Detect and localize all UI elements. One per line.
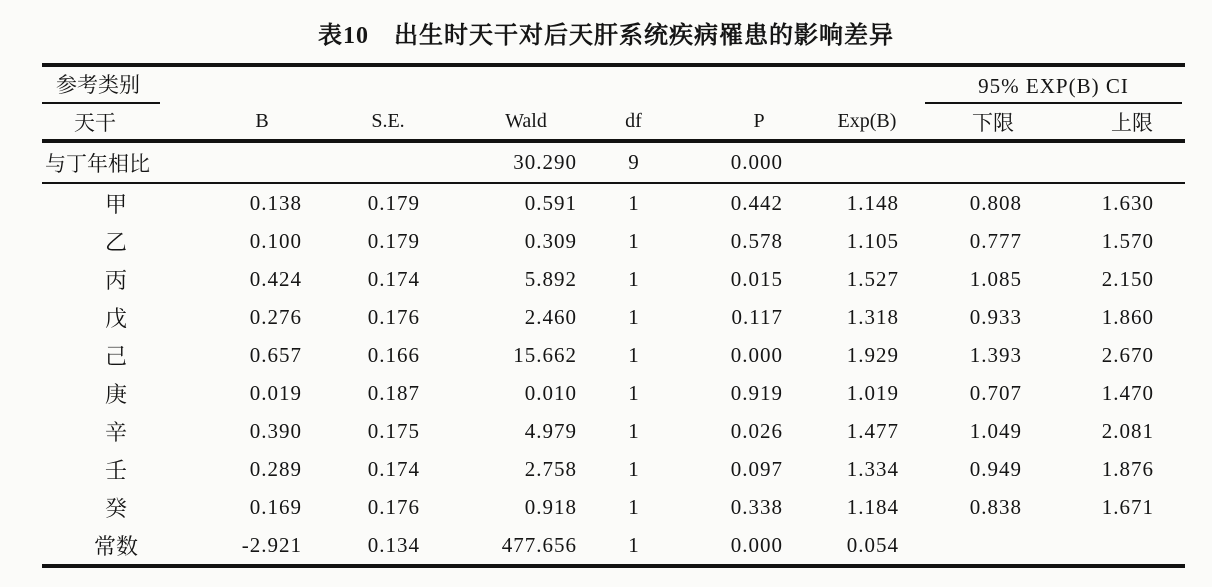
stem-cell: 乙	[104, 229, 127, 255]
stem-column-header: 天干	[74, 110, 116, 135]
p-cell: 0.000	[730, 532, 783, 557]
b-cell: 0.138	[249, 190, 302, 215]
wald-cell: 477.656	[501, 532, 577, 557]
se-cell: 0.179	[367, 190, 420, 215]
b-cell: 0.019	[249, 380, 302, 405]
ci-lower-cell: 0.777	[969, 228, 1022, 253]
ci-upper-cell: 1.470	[1101, 380, 1154, 405]
table-row	[42, 412, 1185, 450]
wald-column-header: Wald	[505, 110, 547, 132]
wald-cell: 2.758	[524, 456, 577, 481]
stem-cell: 丙	[104, 267, 127, 293]
exp-b-cell: 1.105	[846, 228, 899, 253]
header-row-1	[42, 67, 1185, 104]
wald-cell: 30.290	[513, 150, 577, 174]
wald-cell: 0.591	[524, 190, 577, 215]
ci-lower-cell: 0.808	[969, 190, 1022, 215]
b-cell: 0.100	[249, 228, 302, 253]
p-cell: 0.026	[730, 418, 783, 443]
b-cell: 0.424	[249, 266, 302, 291]
comparison-label: 与丁年相比	[45, 151, 150, 176]
se-cell: 0.175	[367, 418, 420, 443]
exp-b-cell: 0.054	[846, 532, 899, 557]
exp-b-cell: 1.527	[846, 266, 899, 291]
ci-upper-cell: 1.630	[1101, 190, 1154, 215]
df-cell: 1	[628, 418, 639, 443]
stem-cell: 甲	[104, 191, 127, 217]
df-cell: 1	[628, 380, 639, 405]
df-cell: 1	[628, 304, 639, 329]
exp-b-cell: 1.929	[846, 342, 899, 367]
stem-cell: 常数	[93, 533, 138, 559]
stem-cell: 癸	[104, 495, 127, 521]
p-cell: 0.442	[730, 190, 783, 215]
header-row-2	[42, 104, 1185, 139]
table-row	[42, 298, 1185, 336]
se-cell: 0.187	[367, 380, 420, 405]
stem-cell: 戊	[104, 305, 127, 331]
ci-lower-cell: 1.085	[969, 266, 1022, 291]
exp-b-cell: 1.184	[846, 494, 899, 519]
df-cell: 1	[628, 190, 639, 215]
ci-header-label: 95% EXP(B) CI	[925, 74, 1182, 104]
b-cell: 0.169	[249, 494, 302, 519]
ci-upper-cell: 2.670	[1101, 342, 1154, 367]
df-cell: 1	[628, 228, 639, 253]
ref-category-cell	[42, 69, 190, 104]
ci-upper-cell: 2.081	[1101, 418, 1154, 443]
se-cell: 0.174	[367, 266, 420, 291]
b-cell: -2.921	[241, 532, 302, 557]
b-cell: 0.276	[249, 304, 302, 329]
se-cell: 0.174	[367, 456, 420, 481]
ci-lower-cell: 1.393	[969, 342, 1022, 367]
b-cell: 0.657	[249, 342, 302, 367]
ci-lower-cell: 0.933	[969, 304, 1022, 329]
table-row	[42, 260, 1185, 298]
ci-upper-column-header: 上限	[1111, 110, 1153, 135]
wald-cell: 5.892	[524, 266, 577, 291]
ci-upper-cell: 1.671	[1101, 494, 1154, 519]
df-cell: 1	[628, 532, 639, 557]
b-column-header: B	[255, 110, 269, 132]
p-cell: 0.919	[730, 380, 783, 405]
p-column-header: P	[753, 110, 765, 132]
ref-category-label: 参考类别	[42, 69, 160, 104]
wald-cell: 15.662	[513, 342, 577, 367]
df-cell: 1	[628, 494, 639, 519]
p-cell: 0.097	[730, 456, 783, 481]
se-cell: 0.176	[367, 494, 420, 519]
p-cell: 0.338	[730, 494, 783, 519]
bottom-rule	[42, 564, 1185, 568]
df-cell: 1	[628, 266, 639, 291]
ci-lower-column-header: 下限	[972, 110, 1014, 135]
stem-cell: 辛	[104, 419, 127, 445]
table-row	[42, 374, 1185, 412]
p-cell: 0.015	[730, 266, 783, 291]
ci-lower-cell: 1.049	[969, 418, 1022, 443]
b-cell: 0.289	[249, 456, 302, 481]
comparison-row	[42, 143, 1185, 182]
expb-column-header: Exp(B)	[837, 110, 897, 132]
exp-b-cell: 1.148	[846, 190, 899, 215]
table-row	[42, 222, 1185, 260]
p-cell: 0.578	[730, 228, 783, 253]
exp-b-cell: 1.318	[846, 304, 899, 329]
table-row	[42, 184, 1185, 222]
wald-cell: 4.979	[524, 418, 577, 443]
p-cell: 0.000	[730, 342, 783, 367]
table-row	[42, 336, 1185, 374]
ci-lower-cell: 0.707	[969, 380, 1022, 405]
df-cell: 1	[628, 342, 639, 367]
ci-upper-cell: 1.860	[1101, 304, 1154, 329]
se-column-header: S.E.	[371, 110, 405, 132]
ci-lower-cell: 0.838	[969, 494, 1022, 519]
b-cell: 0.390	[249, 418, 302, 443]
se-cell: 0.176	[367, 304, 420, 329]
stem-cell: 己	[104, 343, 127, 369]
exp-b-cell: 1.019	[846, 380, 899, 405]
table-row	[42, 488, 1185, 526]
p-cell: 0.000	[730, 150, 783, 174]
ci-lower-cell: 0.949	[969, 456, 1022, 481]
stem-cell: 庚	[104, 381, 127, 407]
ci-upper-cell: 2.150	[1101, 266, 1154, 291]
p-cell: 0.117	[731, 304, 783, 329]
wald-cell: 0.918	[524, 494, 577, 519]
exp-b-cell: 1.334	[846, 456, 899, 481]
df-cell: 1	[628, 456, 639, 481]
wald-cell: 0.309	[524, 228, 577, 253]
table-row	[42, 526, 1185, 564]
se-cell: 0.166	[367, 342, 420, 367]
table-row	[42, 450, 1185, 488]
ci-upper-cell: 1.570	[1101, 228, 1154, 253]
se-cell: 0.179	[367, 228, 420, 253]
table-title: 表10 出生时天干对后天肝系统疾病罹患的影响差异	[318, 23, 894, 49]
wald-cell: 2.460	[524, 304, 577, 329]
ci-upper-cell: 1.876	[1101, 456, 1154, 481]
df-cell: 9	[628, 150, 639, 174]
df-column-header: df	[625, 110, 642, 132]
stem-cell: 壬	[104, 457, 127, 483]
wald-cell: 0.010	[524, 380, 577, 405]
exp-b-cell: 1.477	[846, 418, 899, 443]
se-cell: 0.134	[367, 532, 420, 557]
